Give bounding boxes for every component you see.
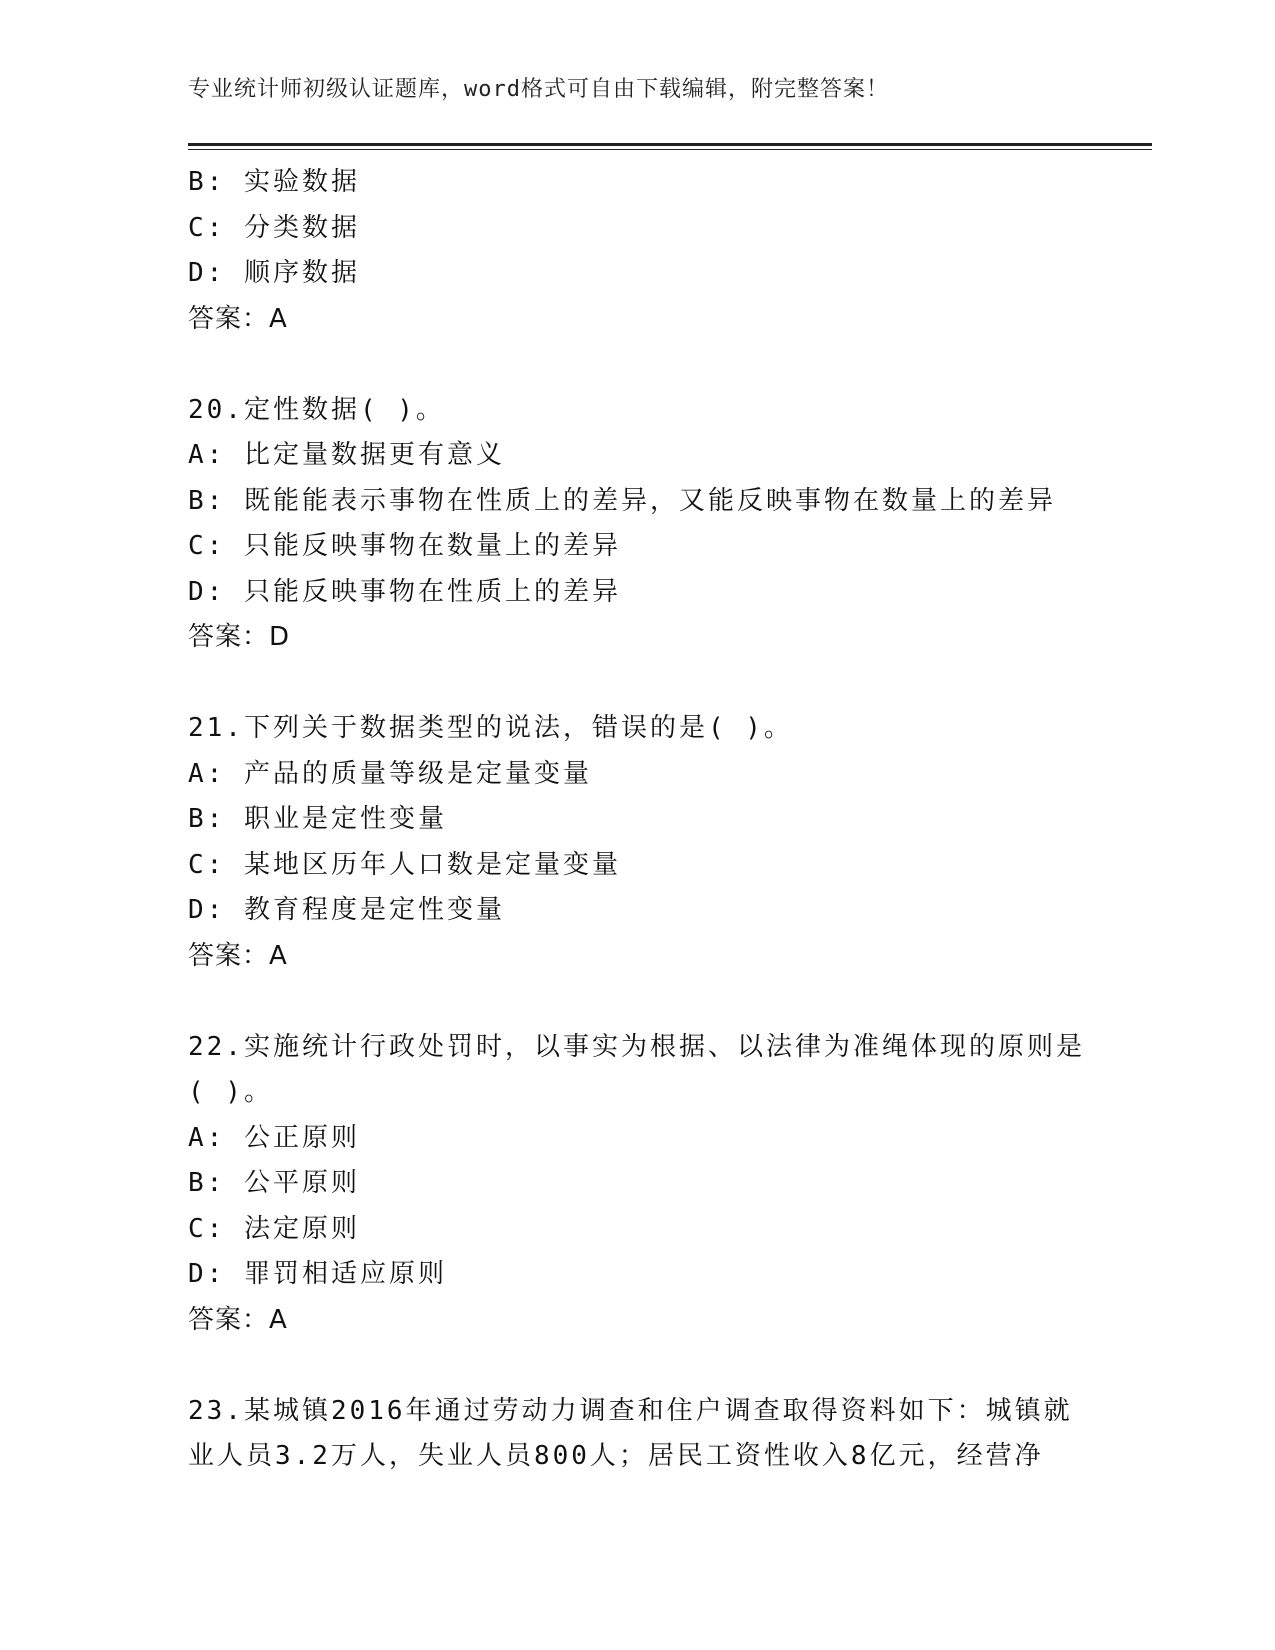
header-rule-thick <box>188 143 1152 146</box>
answer-line: 答案：A <box>188 303 288 334</box>
option-line: B: 实验数据 <box>188 167 360 197</box>
question-stem: 20.定性数据( )。 <box>188 394 445 425</box>
option-line: B: 既能能表示事物在性质上的差异，又能反映事物在数量上的差异 <box>188 485 1056 516</box>
option-line: D: 顺序数据 <box>188 258 360 288</box>
option-line: C: 法定原则 <box>188 1213 360 1244</box>
question-stem: 22.实施统计行政处罚时，以事实为根据、以法律为准绳体现的原则是 <box>188 1031 1085 1062</box>
answer-line: 答案：A <box>188 1304 288 1335</box>
option-line: B: 公平原则 <box>188 1168 360 1198</box>
question-stem-cont: ( )。 <box>188 1077 273 1107</box>
option-line: C: 分类数据 <box>188 212 360 243</box>
question-stem-cont: 业人员3.2万人，失业人员800人；居民工资性收入8亿元，经营净 <box>188 1441 1044 1471</box>
option-line: B: 职业是定性变量 <box>188 804 447 834</box>
option-line: A: 比定量数据更有意义 <box>188 440 505 470</box>
option-line: D: 只能反映事物在性质上的差异 <box>188 576 621 607</box>
question-block <box>188 388 1088 661</box>
question-block <box>188 1389 1088 1480</box>
option-line: D: 教育程度是定性变量 <box>188 895 505 925</box>
answer-line: 答案：A <box>188 940 288 971</box>
option-line: C: 某地区历年人口数是定量变量 <box>188 849 621 880</box>
question-stem: 23.某城镇2016年通过劳动力调查和住户调查取得资料如下：城镇就 <box>188 1395 1073 1426</box>
header-rule-thin <box>188 149 1152 150</box>
question-stem: 21.下列关于数据类型的说法，错误的是( )。 <box>188 713 793 743</box>
option-line: A: 公正原则 <box>188 1122 360 1153</box>
option-line: A: 产品的质量等级是定量变量 <box>188 758 592 789</box>
question-content <box>188 160 1088 1480</box>
option-line: C: 只能反映事物在数量上的差异 <box>188 531 621 561</box>
answer-line: 答案：D <box>188 622 291 652</box>
question-block <box>188 160 1088 342</box>
option-line: D: 罪罚相适应原则 <box>188 1259 447 1289</box>
page-header: 专业统计师初级认证题库，word格式可自由下载编辑，附完整答案！ <box>188 77 889 102</box>
question-block <box>188 1025 1088 1344</box>
question-block <box>188 706 1088 979</box>
